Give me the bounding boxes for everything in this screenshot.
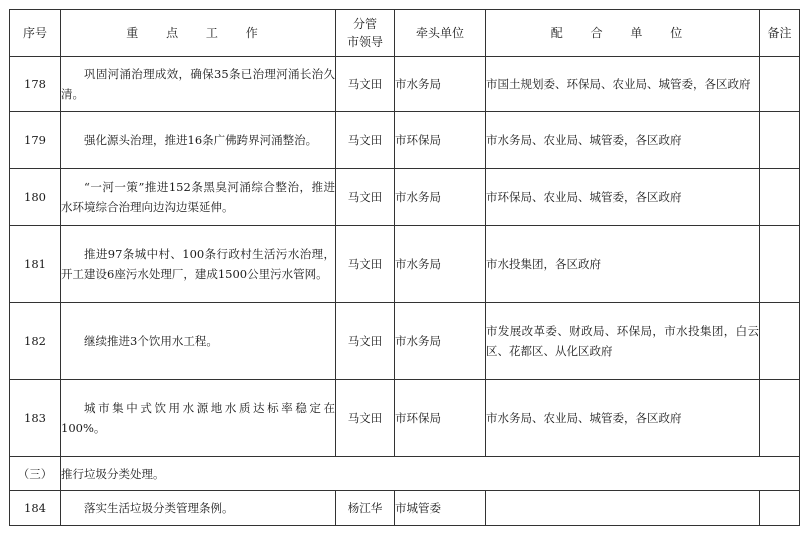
table-row	[10, 491, 800, 526]
row-note	[760, 491, 800, 526]
table-row	[10, 57, 800, 112]
header-leader: 分管 市领导	[336, 10, 395, 57]
row-no: 181	[10, 226, 61, 303]
row-note	[760, 303, 800, 380]
row-leader: 马文田	[336, 380, 395, 457]
row-work: 城市集中式饮用水源地水质达标率稳定在100%。	[61, 380, 336, 457]
header-lead-unit: 牵头单位	[395, 10, 486, 57]
row-leader: 马文田	[336, 112, 395, 169]
row-lead-unit: 市水务局	[395, 226, 486, 303]
row-coop	[486, 491, 760, 526]
row-note	[760, 380, 800, 457]
row-note	[760, 226, 800, 303]
row-work: 强化源头治理，推进16条广佛跨界河涌整治。	[61, 112, 336, 169]
header-no: 序号	[10, 10, 61, 57]
header-note: 备注	[760, 10, 800, 57]
section-no: （三）	[10, 457, 61, 491]
row-lead-unit: 市水务局	[395, 169, 486, 226]
row-coop: 市水务局、农业局、城管委，各区政府	[486, 112, 760, 169]
row-lead-unit: 市水务局	[395, 303, 486, 380]
row-note	[760, 169, 800, 226]
section-title: 推行垃圾分类处理。	[61, 457, 800, 491]
row-leader: 马文田	[336, 57, 395, 112]
row-coop: 市发展改革委、财政局、环保局，市水投集团，白云区、花都区、从化区政府	[486, 303, 760, 380]
row-work: 巩固河涌治理成效，确保35条已治理河涌长治久清。	[61, 57, 336, 112]
row-leader: 杨江华	[336, 491, 395, 526]
row-no: 178	[10, 57, 61, 112]
table-row	[10, 303, 800, 380]
row-work: 落实生活垃圾分类管理条例。	[61, 491, 336, 526]
row-no: 184	[10, 491, 61, 526]
row-lead-unit: 市环保局	[395, 112, 486, 169]
row-lead-unit: 市城管委	[395, 491, 486, 526]
row-no: 183	[10, 380, 61, 457]
header-coop-unit: 配 合 单 位	[486, 10, 760, 57]
row-coop: 市环保局、农业局、城管委，各区政府	[486, 169, 760, 226]
header-row	[10, 10, 800, 57]
row-lead-unit: 市水务局	[395, 57, 486, 112]
row-work: 继续推进3个饮用水工程。	[61, 303, 336, 380]
header-work: 重 点 工 作	[61, 10, 336, 57]
row-no: 182	[10, 303, 61, 380]
row-coop: 市国土规划委、环保局、农业局、城管委，各区政府	[486, 57, 760, 112]
table-row	[10, 169, 800, 226]
row-note	[760, 57, 800, 112]
row-work: 推进97条城中村、100条行政村生活污水治理，开工建设6座污水处理厂，建成1500公里污水管网。	[61, 226, 336, 303]
row-work: “一河一策”推进152条黑臭河涌综合整治，推进水环境综合治理向边沟边渠延伸。	[61, 169, 336, 226]
row-leader: 马文田	[336, 169, 395, 226]
table-row	[10, 112, 800, 169]
row-leader: 马文田	[336, 226, 395, 303]
table-row	[10, 226, 800, 303]
work-plan-table	[9, 9, 800, 526]
row-no: 179	[10, 112, 61, 169]
row-coop: 市水务局、农业局、城管委，各区政府	[486, 380, 760, 457]
table-row	[10, 380, 800, 457]
section-row	[10, 457, 800, 491]
row-lead-unit: 市环保局	[395, 380, 486, 457]
row-note	[760, 112, 800, 169]
row-no: 180	[10, 169, 61, 226]
row-coop: 市水投集团，各区政府	[486, 226, 760, 303]
row-leader: 马文田	[336, 303, 395, 380]
